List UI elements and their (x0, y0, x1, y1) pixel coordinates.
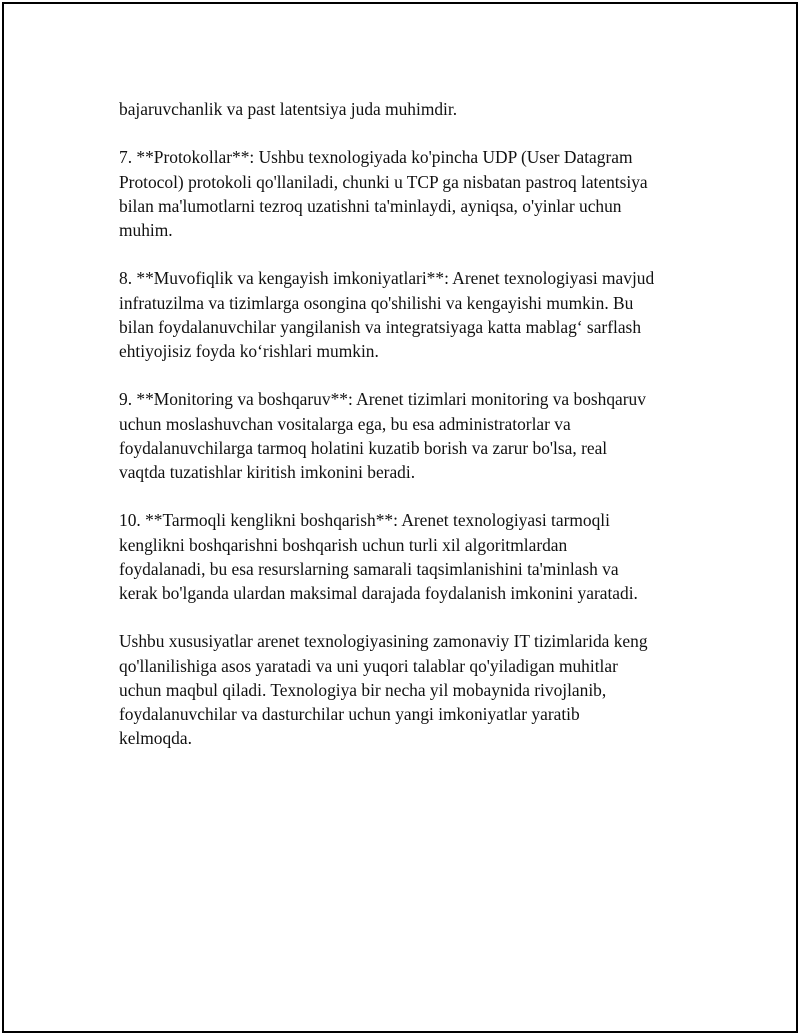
text-line: kerak bo'lganda ulardan maksimal darajada foydalanish imkonini yaratadi. (119, 583, 638, 603)
text-line: 10. **Tarmoqli kenglikni boshqarish**: Arenet texnologiyasi tarmoqli (119, 510, 610, 531)
text-line: ehtiyojisiz foyda ko‘rishlari mumkin. (119, 341, 379, 361)
text-line: uchun maqbul qiladi. Texnologiya bir necha yil mobaynida rivojlanib, (119, 679, 607, 700)
text-line: qo'llanilishiga asos yaratadi va uni yuqori talablar qo'yiladigan muhitlar (119, 655, 618, 676)
paragraph-item-8-muvofiqlik (119, 266, 699, 363)
text-line: foydalanuvchilar va dasturchilar uchun yangi imkoniyatlar yaratib (119, 704, 580, 724)
text-line: bajaruvchanlik va past latentsiya juda muhimdir. (119, 99, 458, 119)
text-line: foydalanuvchilarga tarmoq holatini kuzatib borish va zarur bo'lsa, real (119, 437, 608, 458)
paragraph-continuation (119, 97, 699, 121)
text-line: bilan ma'lumotlarni tezroq uzatishni ta'minlaydi, ayniqsa, o'yinlar uchun (119, 195, 622, 216)
text-line: bilan foydalanuvchilar yangilanish va integratsiyaga katta mablag‘ sarflash (119, 316, 642, 337)
paragraph-item-10-tarmoqli-kenglik (119, 508, 699, 605)
text-line: foydalanadi, bu esa resurslarning samarali taqsimlanishini ta'minlash va (119, 558, 619, 579)
text-line: muhim. (119, 220, 173, 240)
paragraph-conclusion (119, 629, 699, 750)
document-body (119, 97, 699, 775)
text-line: kenglikni boshqarishni boshqarish uchun turli xil algoritmlardan (119, 534, 568, 555)
paragraph-item-7-protokollar (119, 145, 699, 242)
paragraph-item-9-monitoring (119, 387, 699, 484)
page-frame (2, 2, 798, 1033)
text-line: Protocol) protokoli qo'llaniladi, chunki u TCP ga nisbatan pastroq latentsiya (119, 171, 648, 192)
text-line: 9. **Monitoring va boshqaruv**: Arenet tizimlari monitoring va boshqaruv (119, 389, 646, 410)
text-line: kelmoqda. (119, 728, 192, 749)
text-line: 8. **Muvofiqlik va kengayish imkoniyatlari**: Arenet texnologiyasi mavjud (119, 268, 655, 289)
text-line: vaqtda tuzatishlar kiritish imkonini beradi. (119, 462, 416, 482)
text-line: 7. **Protokollar**: Ushbu texnologiyada ko'pincha UDP (User Datagram (119, 147, 633, 168)
text-line: infratuzilma va tizimlarga osongina qo'shilishi va kengayishi mumkin. Bu (119, 292, 634, 313)
text-line: uchun moslashuvchan vositalarga ega, bu esa administratorlar va (119, 413, 571, 434)
text-line: Ushbu xususiyatlar arenet texnologiyasining zamonaviy IT tizimlarida keng (119, 631, 648, 652)
